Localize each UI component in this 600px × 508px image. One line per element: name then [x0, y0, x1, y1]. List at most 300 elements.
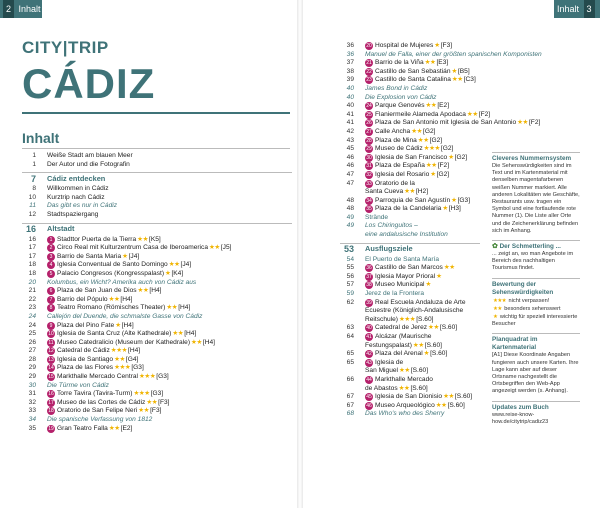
toc-entry	[47, 330, 292, 339]
toc-entry	[47, 279, 292, 288]
toc-entry-title: de Abastos	[365, 384, 398, 392]
toc-row[interactable]	[340, 137, 480, 146]
toc-entry-title: Hospital de Mujeres	[375, 42, 434, 49]
toc-entry-title: Calle Ancha	[375, 127, 411, 135]
section-title: Inhalt	[22, 130, 60, 146]
sight-number-badge: 10	[48, 331, 54, 338]
toc-entry	[47, 194, 292, 203]
toc-row[interactable]	[340, 402, 480, 411]
toc-entry	[47, 236, 292, 245]
toc-row[interactable]	[22, 425, 292, 434]
map-grid-ref: [S.60]	[454, 393, 473, 401]
toc-entry-title: Parroquia de San Agustín	[375, 196, 451, 204]
toc-page-number: 33	[28, 407, 36, 415]
toc-page-number: 53	[343, 244, 354, 255]
map-title: Planquadrat im Kartenmaterial	[492, 336, 538, 352]
toc-entry-title: Iglesia del Rosario	[375, 170, 430, 178]
toc-page-number: 56	[346, 272, 354, 280]
toc-row[interactable]	[22, 330, 292, 339]
toc-entry-title: Festungspalast)	[365, 341, 412, 349]
toc-page-number: 48	[346, 205, 354, 213]
sight-number-badge: 39	[366, 299, 372, 306]
toc-page-number: 66	[346, 375, 354, 383]
sight-number-badge: 25	[366, 111, 372, 118]
toc-entry-title: Plaza del Pino Fate	[57, 321, 115, 329]
toc-entry	[365, 245, 480, 254]
toc-page-number: 22	[28, 295, 36, 303]
toc-entry-title: James Bond in Cádiz	[365, 84, 428, 92]
map-grid-ref: [H4]	[178, 304, 191, 312]
toc-row[interactable]	[22, 287, 292, 296]
toc-entry-title: Die spanische Verfassung von 1812	[47, 416, 153, 424]
sight-number-badge: 21	[366, 60, 372, 67]
toc-entry-title: Parque Genovés	[375, 102, 425, 110]
toc-page-number: 24	[28, 321, 36, 329]
toc-page-number: 28	[28, 355, 36, 363]
map-grid-ref: [H2]	[415, 188, 429, 196]
page-header-right	[554, 0, 600, 18]
toc-page-number: 29	[28, 373, 36, 381]
rating-stars: ★★	[166, 304, 178, 312]
map-grid-ref: [S.60]	[439, 324, 458, 332]
toc-row[interactable]	[22, 322, 292, 331]
toc-row[interactable]	[340, 162, 480, 171]
sight-number-badge: 4	[47, 261, 55, 269]
rating-key-label: besonders sehenswert	[502, 305, 561, 312]
toc-entry-title: Castillo de Santa Catalina	[375, 76, 451, 84]
toc-row[interactable]	[340, 367, 480, 376]
toc-entry-title: Das gibt es nur in Cádiz	[47, 202, 118, 210]
toc-page-number: 57	[346, 281, 354, 289]
toc-entry-title: Ausflugsziele	[365, 244, 413, 254]
toc-entry	[47, 390, 292, 399]
butterfly-title-text: Der Schmetterling ...	[499, 243, 561, 251]
toc-entry-title: Callejón del Duende, die schmalste Gasse von Cádiz	[47, 312, 203, 320]
rating-key	[492, 298, 580, 305]
toc-entry	[365, 102, 480, 111]
toc-row[interactable]	[22, 364, 292, 373]
sight-number-badge: 15	[48, 374, 54, 381]
toc-entry	[47, 313, 292, 322]
toc-row[interactable]	[22, 339, 292, 348]
toc-row[interactable]	[340, 76, 480, 85]
rating-stars: ★★	[108, 295, 120, 303]
rating-stars: ★★	[517, 119, 528, 127]
toc-row[interactable]	[340, 222, 480, 231]
toc-page-number: 34	[28, 416, 36, 424]
sight-number-badge: 34	[366, 197, 372, 204]
toc-page-number: 46	[346, 153, 354, 161]
toc-entry	[365, 94, 480, 103]
rating-stars: ★★	[191, 338, 202, 346]
rating-stars: ★★	[451, 76, 463, 84]
toc-page-number: 23	[28, 304, 36, 312]
toc-entry-title: Iglesia de San Dionisio	[375, 393, 443, 401]
toc-entry	[365, 367, 480, 376]
rating-key	[492, 306, 580, 313]
rating-box	[492, 278, 580, 329]
sight-number-badge: 27	[366, 128, 372, 135]
toc-page-number: 17	[28, 244, 36, 252]
toc-entry-title: Iglesia de Santiago	[57, 355, 114, 363]
toc-row[interactable]	[340, 307, 480, 316]
toc-row[interactable]	[340, 376, 480, 385]
toc-entry-title: Barrio de Santa Maria	[57, 252, 122, 260]
rating-stars: ★★	[443, 393, 454, 401]
toc-row[interactable]	[340, 171, 480, 180]
toc-page-number: 30	[28, 381, 36, 389]
toc-entry	[365, 162, 480, 171]
rating-stars: ★★	[114, 355, 125, 363]
sight-number-badge: 29	[366, 146, 372, 153]
toc-row[interactable]	[340, 50, 542, 60]
rating-stars: ★★	[412, 341, 424, 349]
toc-entry	[365, 231, 480, 240]
butterfly-title	[492, 243, 580, 251]
toc-entry-title: Ecuestre (Königlich-Andalusische	[365, 307, 464, 315]
toc-entry	[365, 197, 480, 206]
toc-row[interactable]	[340, 188, 480, 197]
toc-entry-title: San Miguel	[365, 367, 398, 375]
toc-entry-title: Iglesia Mayor Prioral	[375, 272, 436, 280]
rating-stars: ★	[451, 196, 457, 204]
sight-number-badge: 16	[48, 391, 54, 398]
map-grid-ref: [S.60]	[430, 350, 448, 358]
toc-entry-title: Iglesia Conventual de Santo Domingo	[57, 261, 168, 269]
toc-page-number: 55	[346, 264, 354, 272]
sight-number-badge: 9	[47, 322, 55, 330]
toc-row[interactable]	[22, 172, 292, 185]
updates-title: Updates zum Buch	[492, 403, 549, 411]
toc-entry-title: Das Who's who des Sherry	[365, 410, 445, 418]
rating-stars: ★★	[137, 235, 148, 243]
toc-row[interactable]	[22, 373, 292, 382]
toc-row[interactable]	[340, 197, 480, 206]
toc-entry-title: Flaniermeile Alameda Apodaca	[375, 110, 466, 118]
toc-entry-title: El Puerto de Santa María	[365, 255, 440, 263]
toc-entry-title: Los Chiringuitos –	[365, 222, 418, 230]
series-brand: CITY|TRIP	[22, 38, 109, 57]
toc-page-number: 49	[346, 213, 354, 221]
toc-entry	[365, 137, 480, 146]
butterfly-icon: ✿	[492, 243, 498, 251]
toc-entry	[47, 322, 292, 331]
sight-number-badge: 36	[366, 265, 372, 272]
map-grid-ref: [E2]	[120, 424, 133, 432]
toc-row[interactable]	[340, 119, 541, 128]
toc-entry	[47, 425, 292, 434]
toc-entry	[365, 324, 480, 333]
toc-row[interactable]	[22, 390, 292, 399]
toc-entry-title: Plaza de España	[375, 162, 425, 170]
sight-number-badge: 28	[366, 137, 372, 144]
toc-row[interactable]	[340, 128, 480, 137]
sight-number-badge: 46	[366, 402, 372, 409]
map-body: [A1] Diese Koordinate Angaben fungieren auch unsere Karten. Ihre Lage kann aber auf dieser Ortsname nachgestellt die Ortsbegriffen den Web-App angezeigt werden (s. Anhang).	[492, 352, 579, 395]
sight-number-badge: 43	[366, 359, 372, 366]
rating-key-stars: ★	[493, 314, 498, 321]
rating-stars: ★★★	[398, 315, 416, 323]
sight-number-badge: 2	[47, 244, 55, 252]
toc-entry-title: Plaza de San Juan de Dios	[57, 287, 137, 295]
rating-stars: ★	[122, 252, 128, 260]
map-grid-ref: [S.60]	[424, 341, 442, 349]
toc-page-number: 67	[346, 401, 354, 409]
toc-row[interactable]	[340, 350, 480, 359]
toc-entry	[365, 393, 480, 402]
toc-row[interactable]	[22, 313, 292, 322]
toc-entry	[47, 152, 292, 161]
toc-row[interactable]	[22, 185, 292, 194]
toc-page-number: 26	[28, 338, 36, 346]
toc-row[interactable]	[22, 416, 292, 425]
toc-page-number: 47	[346, 179, 354, 187]
toc-page-number: 20	[28, 278, 36, 286]
toc-row[interactable]	[22, 236, 292, 245]
toc-page-number: 37	[346, 59, 354, 67]
toc-entry-title: Kurztrip nach Cádiz	[47, 193, 105, 201]
toc-row[interactable]	[340, 94, 480, 103]
toc-row[interactable]	[340, 231, 480, 240]
toc-entry	[365, 281, 480, 290]
toc-entry-title: Plaza de la Candelaria	[375, 205, 442, 213]
toc-page-number: 31	[28, 390, 36, 398]
map-grid-ref: [G3]	[131, 364, 144, 372]
toc-row[interactable]	[340, 180, 480, 189]
toc-entry	[365, 85, 480, 94]
map-grid-ref: [H4]	[149, 287, 162, 295]
rating-stars: ★★	[435, 401, 447, 409]
map-grid-ref: [F2]	[437, 162, 450, 170]
map-grid-ref: [H4]	[128, 347, 141, 355]
sight-number-badge: 12	[48, 348, 54, 355]
rating-stars: ★	[430, 170, 436, 178]
rating-stars: ★★	[137, 287, 149, 295]
toc-row[interactable]	[22, 244, 292, 253]
toc-page-number: 11	[29, 202, 36, 210]
rating-stars: ★★	[108, 424, 120, 432]
toc-row[interactable]	[22, 347, 292, 356]
toc-row[interactable]	[22, 223, 292, 236]
sight-number-badge: 13	[48, 356, 54, 363]
sight-number-badge: 38	[366, 282, 372, 289]
toc-page-number: 46	[346, 162, 354, 170]
toc-page-number: 1	[32, 152, 36, 159]
toc-row[interactable]	[22, 152, 292, 161]
toc-row[interactable]	[340, 145, 480, 154]
updates-box	[492, 401, 580, 426]
toc-entry-title: Altstadt	[47, 224, 75, 234]
toc-row[interactable]	[22, 211, 292, 220]
sight-number-badge: 37	[366, 273, 372, 280]
rating-key	[492, 314, 580, 328]
toc-entry	[47, 211, 292, 220]
toc-row[interactable]	[22, 279, 292, 288]
toc-entry-title: Cádiz entdecken	[47, 173, 106, 183]
toc-entry-title: Barrio de la Viña	[375, 59, 424, 67]
toc-entry-title: Plaza del Arenal	[375, 350, 423, 358]
numbering-title: Cleveres Nummernsystem	[492, 155, 572, 162]
toc-row[interactable]	[340, 281, 480, 290]
toc-row[interactable]	[340, 299, 480, 308]
rating-stars: ★	[425, 281, 431, 289]
toc-row[interactable]	[340, 256, 480, 265]
toc-entry	[365, 145, 480, 154]
toc-entry	[47, 261, 292, 270]
sight-number-badge: 30	[366, 154, 372, 161]
toc-row[interactable]	[340, 214, 480, 223]
page-header-left	[0, 0, 42, 18]
city-title: CÁDIZ	[22, 60, 156, 107]
toc-entry-title: Santa Cueva	[365, 188, 404, 196]
toc-entry-title: Museo Municipal	[375, 281, 425, 289]
toc-page-number: 36	[346, 50, 354, 58]
sight-number-badge: 7	[47, 296, 55, 304]
toc-page-number: 65	[346, 358, 354, 366]
toc-entry	[47, 407, 292, 416]
sight-number-badge: 8	[47, 304, 55, 312]
toc-row[interactable]	[340, 324, 480, 333]
rating-stars: ★★	[428, 324, 439, 332]
toc-page-number: 49	[346, 222, 354, 230]
toc-row[interactable]	[340, 102, 480, 111]
rating-stars: ★★★	[133, 390, 150, 398]
sight-number-badge: 23	[366, 77, 372, 84]
toc-entry	[365, 385, 480, 394]
sight-number-badge: 11	[48, 339, 54, 346]
rating-key-stars: ★★	[493, 305, 502, 312]
toc-row[interactable]	[340, 342, 480, 351]
page-number-left: 2	[3, 0, 14, 18]
map-grid-ref: [J4]	[180, 261, 192, 269]
map-grid-ref: [K4]	[171, 269, 184, 277]
toc-entry	[47, 202, 292, 211]
toc-entry	[47, 175, 292, 184]
toc-row[interactable]	[22, 202, 292, 211]
toc-row[interactable]	[22, 261, 292, 270]
toc-entry-title: Palacio Congresos (Kongresspalast)	[57, 269, 165, 277]
rating-key-stars: ★★★	[493, 297, 506, 304]
toc-entry	[47, 339, 292, 348]
rating-stars: ★★★	[139, 373, 156, 381]
sight-number-badge: 32	[366, 171, 372, 178]
map-grid-ref: [G2]	[436, 170, 450, 178]
toc-entry	[365, 264, 480, 273]
toc-entry	[365, 222, 480, 231]
toc-entry	[365, 333, 480, 342]
toc-row[interactable]	[340, 264, 480, 273]
toc-row[interactable]	[340, 205, 480, 214]
toc-row[interactable]	[340, 385, 480, 394]
toc-entry-title: Markthalle Mercado Central	[57, 373, 138, 381]
map-grid-ref: [G2]	[454, 153, 468, 161]
toc-entry	[365, 410, 480, 419]
map-grid-ref: [G2]	[429, 136, 443, 144]
toc-page-number: 18	[28, 261, 36, 269]
toc-row[interactable]	[340, 410, 480, 419]
toc-entry	[365, 51, 542, 60]
toc-row[interactable]	[340, 333, 480, 342]
toc-entry	[47, 373, 292, 382]
toc-row[interactable]	[340, 393, 480, 402]
rating-stars: ★★	[424, 59, 436, 67]
sight-number-badge: 44	[366, 376, 372, 383]
toc-page-number: 41	[346, 119, 354, 127]
map-grid-ref: [G4]	[125, 355, 139, 363]
toc-entry-title: Torre Tavira (Tavira-Turm)	[57, 390, 133, 398]
toc-entry-title: Plaza de Mina	[375, 136, 417, 144]
rating-stars: ★★	[398, 384, 410, 392]
section-divider	[22, 148, 290, 149]
toc-page-number: 47	[346, 170, 354, 178]
map-grid-ref: [H4]	[120, 295, 133, 303]
info-sidebar	[492, 152, 580, 431]
toc-row[interactable]	[22, 382, 292, 391]
rating-stars: ★★★	[110, 347, 128, 355]
toc-page-number: 40	[346, 93, 354, 101]
map-grid-ref: [G2]	[423, 127, 436, 135]
rating-stars: ★★	[399, 367, 410, 375]
map-grid-ref: [C3]	[463, 76, 476, 84]
toc-entry	[365, 376, 480, 385]
toc-page-number: 1	[32, 160, 36, 168]
toc-entry	[365, 76, 480, 85]
toc-row[interactable]	[22, 407, 292, 416]
toc-row[interactable]	[22, 270, 292, 279]
toc-row[interactable]	[340, 243, 480, 256]
sight-number-badge: 19	[48, 425, 54, 432]
toc-page-number: 40	[346, 84, 354, 92]
toc-row[interactable]	[340, 290, 480, 299]
sight-number-badge: 3	[47, 253, 55, 261]
toc-entry	[365, 299, 480, 308]
sight-number-badge: 42	[366, 351, 372, 358]
sight-number-badge: 6	[47, 287, 55, 295]
toc-page-number: 29	[28, 364, 36, 372]
toc-row[interactable]	[340, 85, 480, 94]
toc-page-number: 45	[346, 145, 354, 153]
toc-row[interactable]	[340, 359, 480, 368]
toc-page-number: 43	[346, 136, 354, 144]
toc-entry-title: Teatro Romano (Römisches Theater)	[57, 304, 166, 312]
toc-entry	[47, 287, 292, 296]
toc-row[interactable]	[22, 161, 292, 170]
toc-row[interactable]	[22, 304, 292, 313]
toc-entry	[365, 42, 480, 51]
sight-number-badge: 26	[366, 120, 372, 127]
sight-number-badge: 5	[47, 270, 55, 278]
updates-link[interactable]: www.reise-know-how.de/citytrip/cadiz23	[492, 411, 549, 425]
sight-number-badge: 33	[366, 180, 372, 187]
toc-page-number: 59	[346, 290, 354, 298]
sight-number-badge: 41	[366, 334, 372, 340]
rating-stars: ★★	[443, 264, 455, 272]
toc-page-number: 38	[346, 67, 354, 75]
toc-row[interactable]	[340, 42, 480, 51]
rating-stars: ★★	[404, 188, 415, 196]
toc-row[interactable]	[340, 59, 480, 68]
map-grid-ref: [G3]	[457, 196, 471, 204]
header-label-right: Inhalt	[557, 4, 580, 14]
rating-stars: ★★	[466, 110, 478, 118]
toc-row[interactable]	[22, 194, 292, 203]
toc-page-number: 32	[28, 398, 36, 406]
rating-stars: ★	[442, 205, 448, 213]
toc-entry-title: Kolumbus, ein Wicht? Amerika auch von Cádiz aus	[47, 278, 197, 286]
numbering-box	[492, 152, 580, 235]
toc-entry-title: Museo de Cádiz	[375, 145, 423, 153]
map-grid-ref: [S.60]	[410, 367, 429, 375]
